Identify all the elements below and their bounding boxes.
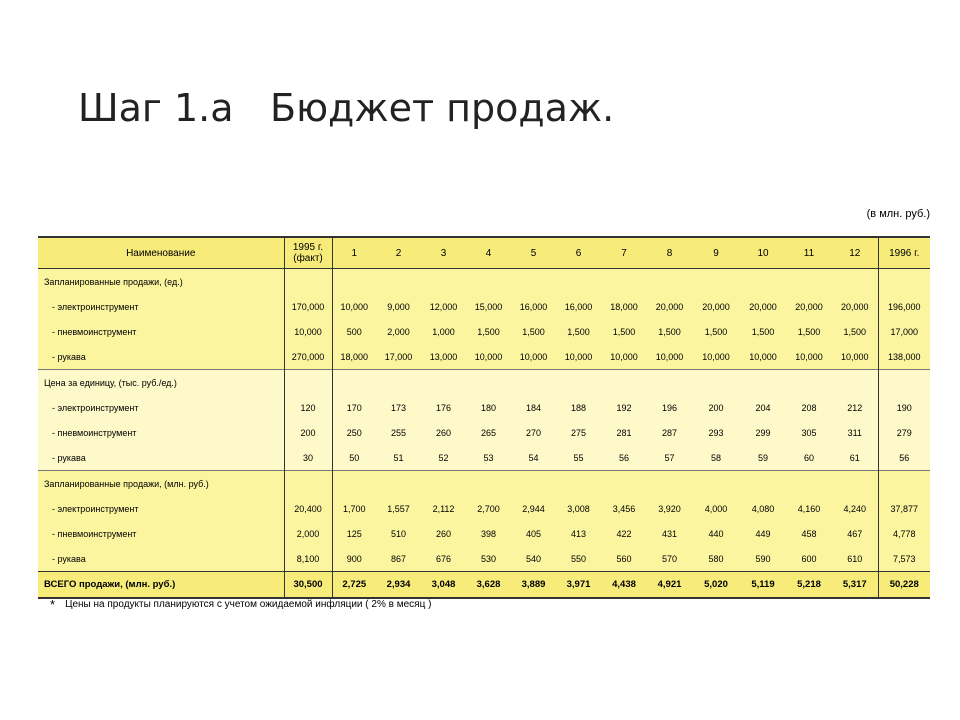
month-value: 192: [601, 395, 647, 420]
month-value: 1,557: [376, 496, 421, 521]
month-value: 18,000: [601, 294, 647, 319]
month-value: 1,500: [692, 319, 740, 344]
header-year: 1996 г.: [878, 237, 930, 269]
month-value: 1,000: [421, 319, 466, 344]
section-blank: [284, 471, 332, 497]
table-row: [38, 445, 930, 471]
section-header-row: [38, 370, 930, 396]
table-body: [38, 269, 930, 599]
month-value: 16,000: [511, 294, 556, 319]
header-base-year-l1: 1995 г.: [292, 242, 324, 253]
month-value: 867: [376, 546, 421, 572]
month-value: 10,000: [692, 344, 740, 370]
month-value: 1,700: [332, 496, 376, 521]
month-value: 56: [601, 445, 647, 471]
table-row: [38, 521, 930, 546]
header-month: 3: [421, 237, 466, 269]
year-total-value: 37,877: [878, 496, 930, 521]
total-row: [38, 572, 930, 599]
month-value: 281: [601, 420, 647, 445]
month-value: 540: [511, 546, 556, 572]
month-value: 570: [647, 546, 692, 572]
month-value: 4,080: [740, 496, 786, 521]
header-month: 1: [332, 237, 376, 269]
section-title: Цена за единицу, (тыс. руб./ед.): [38, 370, 284, 396]
month-value: 55: [556, 445, 601, 471]
month-value: 10,000: [601, 344, 647, 370]
month-value: 270: [511, 420, 556, 445]
month-value: 1,500: [740, 319, 786, 344]
header-base-year-l2: (факт): [293, 253, 323, 264]
month-value: 3,628: [466, 572, 511, 599]
footnote-text: Цены на продукты планируются с учетом ожидаемой инфляции ( 2% в месяц ): [65, 599, 432, 610]
month-value: 12,000: [421, 294, 466, 319]
year-total-value: 56: [878, 445, 930, 471]
month-value: 5,119: [740, 572, 786, 599]
month-value: 2,112: [421, 496, 466, 521]
month-value: 250: [332, 420, 376, 445]
month-value: 17,000: [376, 344, 421, 370]
month-value: 2,000: [376, 319, 421, 344]
month-value: 2,700: [466, 496, 511, 521]
month-value: 2,944: [511, 496, 556, 521]
month-value: 20,000: [740, 294, 786, 319]
month-value: 3,456: [601, 496, 647, 521]
base-year-value: 30,500: [284, 572, 332, 599]
row-label: - электроинструмент: [38, 395, 284, 420]
month-value: 550: [556, 546, 601, 572]
table-row: [38, 319, 930, 344]
month-value: 676: [421, 546, 466, 572]
month-value: 398: [466, 521, 511, 546]
month-value: 20,000: [832, 294, 878, 319]
section-blank: [878, 269, 930, 295]
month-value: 9,000: [376, 294, 421, 319]
month-value: 4,240: [832, 496, 878, 521]
month-value: 2,725: [332, 572, 376, 599]
month-value: 53: [466, 445, 511, 471]
section-blank: [284, 269, 332, 295]
month-value: 10,000: [832, 344, 878, 370]
month-value: 610: [832, 546, 878, 572]
footnote: [50, 597, 431, 612]
table-row: [38, 344, 930, 370]
year-total-value: 190: [878, 395, 930, 420]
month-value: 4,160: [786, 496, 832, 521]
month-value: 16,000: [556, 294, 601, 319]
month-value: 311: [832, 420, 878, 445]
month-value: 5,218: [786, 572, 832, 599]
month-value: 4,000: [692, 496, 740, 521]
month-value: 260: [421, 521, 466, 546]
header-month: 8: [647, 237, 692, 269]
month-value: 405: [511, 521, 556, 546]
table-header-row: [38, 237, 930, 269]
year-total-value: 196,000: [878, 294, 930, 319]
header-month: 11: [786, 237, 832, 269]
month-value: 20,000: [786, 294, 832, 319]
header-month: 4: [466, 237, 511, 269]
month-value: 4,438: [601, 572, 647, 599]
month-value: 10,000: [466, 344, 511, 370]
row-label: - рукава: [38, 445, 284, 471]
year-total-value: 50,228: [878, 572, 930, 599]
base-year-value: 30: [284, 445, 332, 471]
month-value: 61: [832, 445, 878, 471]
header-month: 2: [376, 237, 421, 269]
year-total-value: 17,000: [878, 319, 930, 344]
month-value: 20,000: [647, 294, 692, 319]
month-value: 188: [556, 395, 601, 420]
month-value: 184: [511, 395, 556, 420]
month-value: 10,000: [740, 344, 786, 370]
row-label: - пневмоинструмент: [38, 521, 284, 546]
header-month: 6: [556, 237, 601, 269]
header-month: 12: [832, 237, 878, 269]
title-text: Бюджет продаж.: [270, 86, 615, 130]
month-value: 212: [832, 395, 878, 420]
table-row: [38, 294, 930, 319]
month-value: 275: [556, 420, 601, 445]
header-month: 5: [511, 237, 556, 269]
month-value: 1,500: [647, 319, 692, 344]
sales-budget-table: [38, 236, 930, 599]
month-value: 208: [786, 395, 832, 420]
month-value: 580: [692, 546, 740, 572]
month-value: 196: [647, 395, 692, 420]
row-label: - пневмоинструмент: [38, 420, 284, 445]
month-value: 1,500: [601, 319, 647, 344]
section-title: Запланированные продажи, (млн. руб.): [38, 471, 284, 497]
base-year-value: 10,000: [284, 319, 332, 344]
row-label: - рукава: [38, 344, 284, 370]
month-value: 260: [421, 420, 466, 445]
month-value: 431: [647, 521, 692, 546]
base-year-value: 270,000: [284, 344, 332, 370]
month-value: 1,500: [511, 319, 556, 344]
month-value: 287: [647, 420, 692, 445]
year-total-value: 138,000: [878, 344, 930, 370]
base-year-value: 120: [284, 395, 332, 420]
row-label: ВСЕГО продажи, (млн. руб.): [38, 572, 284, 599]
month-value: 600: [786, 546, 832, 572]
month-value: 458: [786, 521, 832, 546]
month-value: 57: [647, 445, 692, 471]
month-value: 180: [466, 395, 511, 420]
section-title: Запланированные продажи, (ед.): [38, 269, 284, 295]
row-label: - рукава: [38, 546, 284, 572]
title-step: Шаг 1.а: [78, 86, 234, 130]
month-value: 176: [421, 395, 466, 420]
section-blank: [332, 471, 878, 497]
month-value: 10,000: [511, 344, 556, 370]
header-month: 9: [692, 237, 740, 269]
slide-title: [78, 86, 614, 130]
month-value: 10,000: [786, 344, 832, 370]
month-value: 5,020: [692, 572, 740, 599]
month-value: 255: [376, 420, 421, 445]
month-value: 413: [556, 521, 601, 546]
month-value: 440: [692, 521, 740, 546]
month-value: 2,934: [376, 572, 421, 599]
month-value: 59: [740, 445, 786, 471]
month-value: 500: [332, 319, 376, 344]
footnote-marker: *: [50, 597, 56, 612]
section-blank: [284, 370, 332, 396]
base-year-value: 2,000: [284, 521, 332, 546]
month-value: 10,000: [556, 344, 601, 370]
month-value: 204: [740, 395, 786, 420]
month-value: 58: [692, 445, 740, 471]
section-blank: [878, 370, 930, 396]
section-blank: [878, 471, 930, 497]
month-value: 1,500: [466, 319, 511, 344]
month-value: 20,000: [692, 294, 740, 319]
base-year-value: 200: [284, 420, 332, 445]
month-value: 125: [332, 521, 376, 546]
month-value: 3,048: [421, 572, 466, 599]
row-label: - электроинструмент: [38, 496, 284, 521]
month-value: 5,317: [832, 572, 878, 599]
table-row: [38, 395, 930, 420]
month-value: 467: [832, 521, 878, 546]
month-value: 3,008: [556, 496, 601, 521]
month-value: 18,000: [332, 344, 376, 370]
month-value: 3,920: [647, 496, 692, 521]
month-value: 173: [376, 395, 421, 420]
month-value: 422: [601, 521, 647, 546]
month-value: 52: [421, 445, 466, 471]
month-value: 1,500: [786, 319, 832, 344]
month-value: 299: [740, 420, 786, 445]
header-month: 7: [601, 237, 647, 269]
units-note: (в млн. руб.): [866, 208, 930, 220]
month-value: 51: [376, 445, 421, 471]
section-blank: [332, 269, 878, 295]
month-value: 449: [740, 521, 786, 546]
month-value: 3,971: [556, 572, 601, 599]
section-header-row: [38, 269, 930, 295]
table-row: [38, 496, 930, 521]
month-value: 265: [466, 420, 511, 445]
month-value: 1,500: [832, 319, 878, 344]
month-value: 305: [786, 420, 832, 445]
month-value: 590: [740, 546, 786, 572]
table-row: [38, 546, 930, 572]
table-row: [38, 420, 930, 445]
year-total-value: 279: [878, 420, 930, 445]
month-value: 3,889: [511, 572, 556, 599]
month-value: 200: [692, 395, 740, 420]
month-value: 13,000: [421, 344, 466, 370]
month-value: 293: [692, 420, 740, 445]
month-value: 4,921: [647, 572, 692, 599]
month-value: 60: [786, 445, 832, 471]
month-value: 1,500: [556, 319, 601, 344]
base-year-value: 170,000: [284, 294, 332, 319]
month-value: 54: [511, 445, 556, 471]
header-name: Наименование: [38, 237, 284, 269]
row-label: - пневмоинструмент: [38, 319, 284, 344]
month-value: 10,000: [332, 294, 376, 319]
month-value: 530: [466, 546, 511, 572]
month-value: 510: [376, 521, 421, 546]
header-base-year: [284, 237, 332, 269]
year-total-value: 4,778: [878, 521, 930, 546]
year-total-value: 7,573: [878, 546, 930, 572]
section-header-row: [38, 471, 930, 497]
month-value: 900: [332, 546, 376, 572]
section-blank: [332, 370, 878, 396]
base-year-value: 8,100: [284, 546, 332, 572]
month-value: 560: [601, 546, 647, 572]
month-value: 10,000: [647, 344, 692, 370]
row-label: - электроинструмент: [38, 294, 284, 319]
base-year-value: 20,400: [284, 496, 332, 521]
month-value: 15,000: [466, 294, 511, 319]
month-value: 50: [332, 445, 376, 471]
month-value: 170: [332, 395, 376, 420]
header-month: 10: [740, 237, 786, 269]
